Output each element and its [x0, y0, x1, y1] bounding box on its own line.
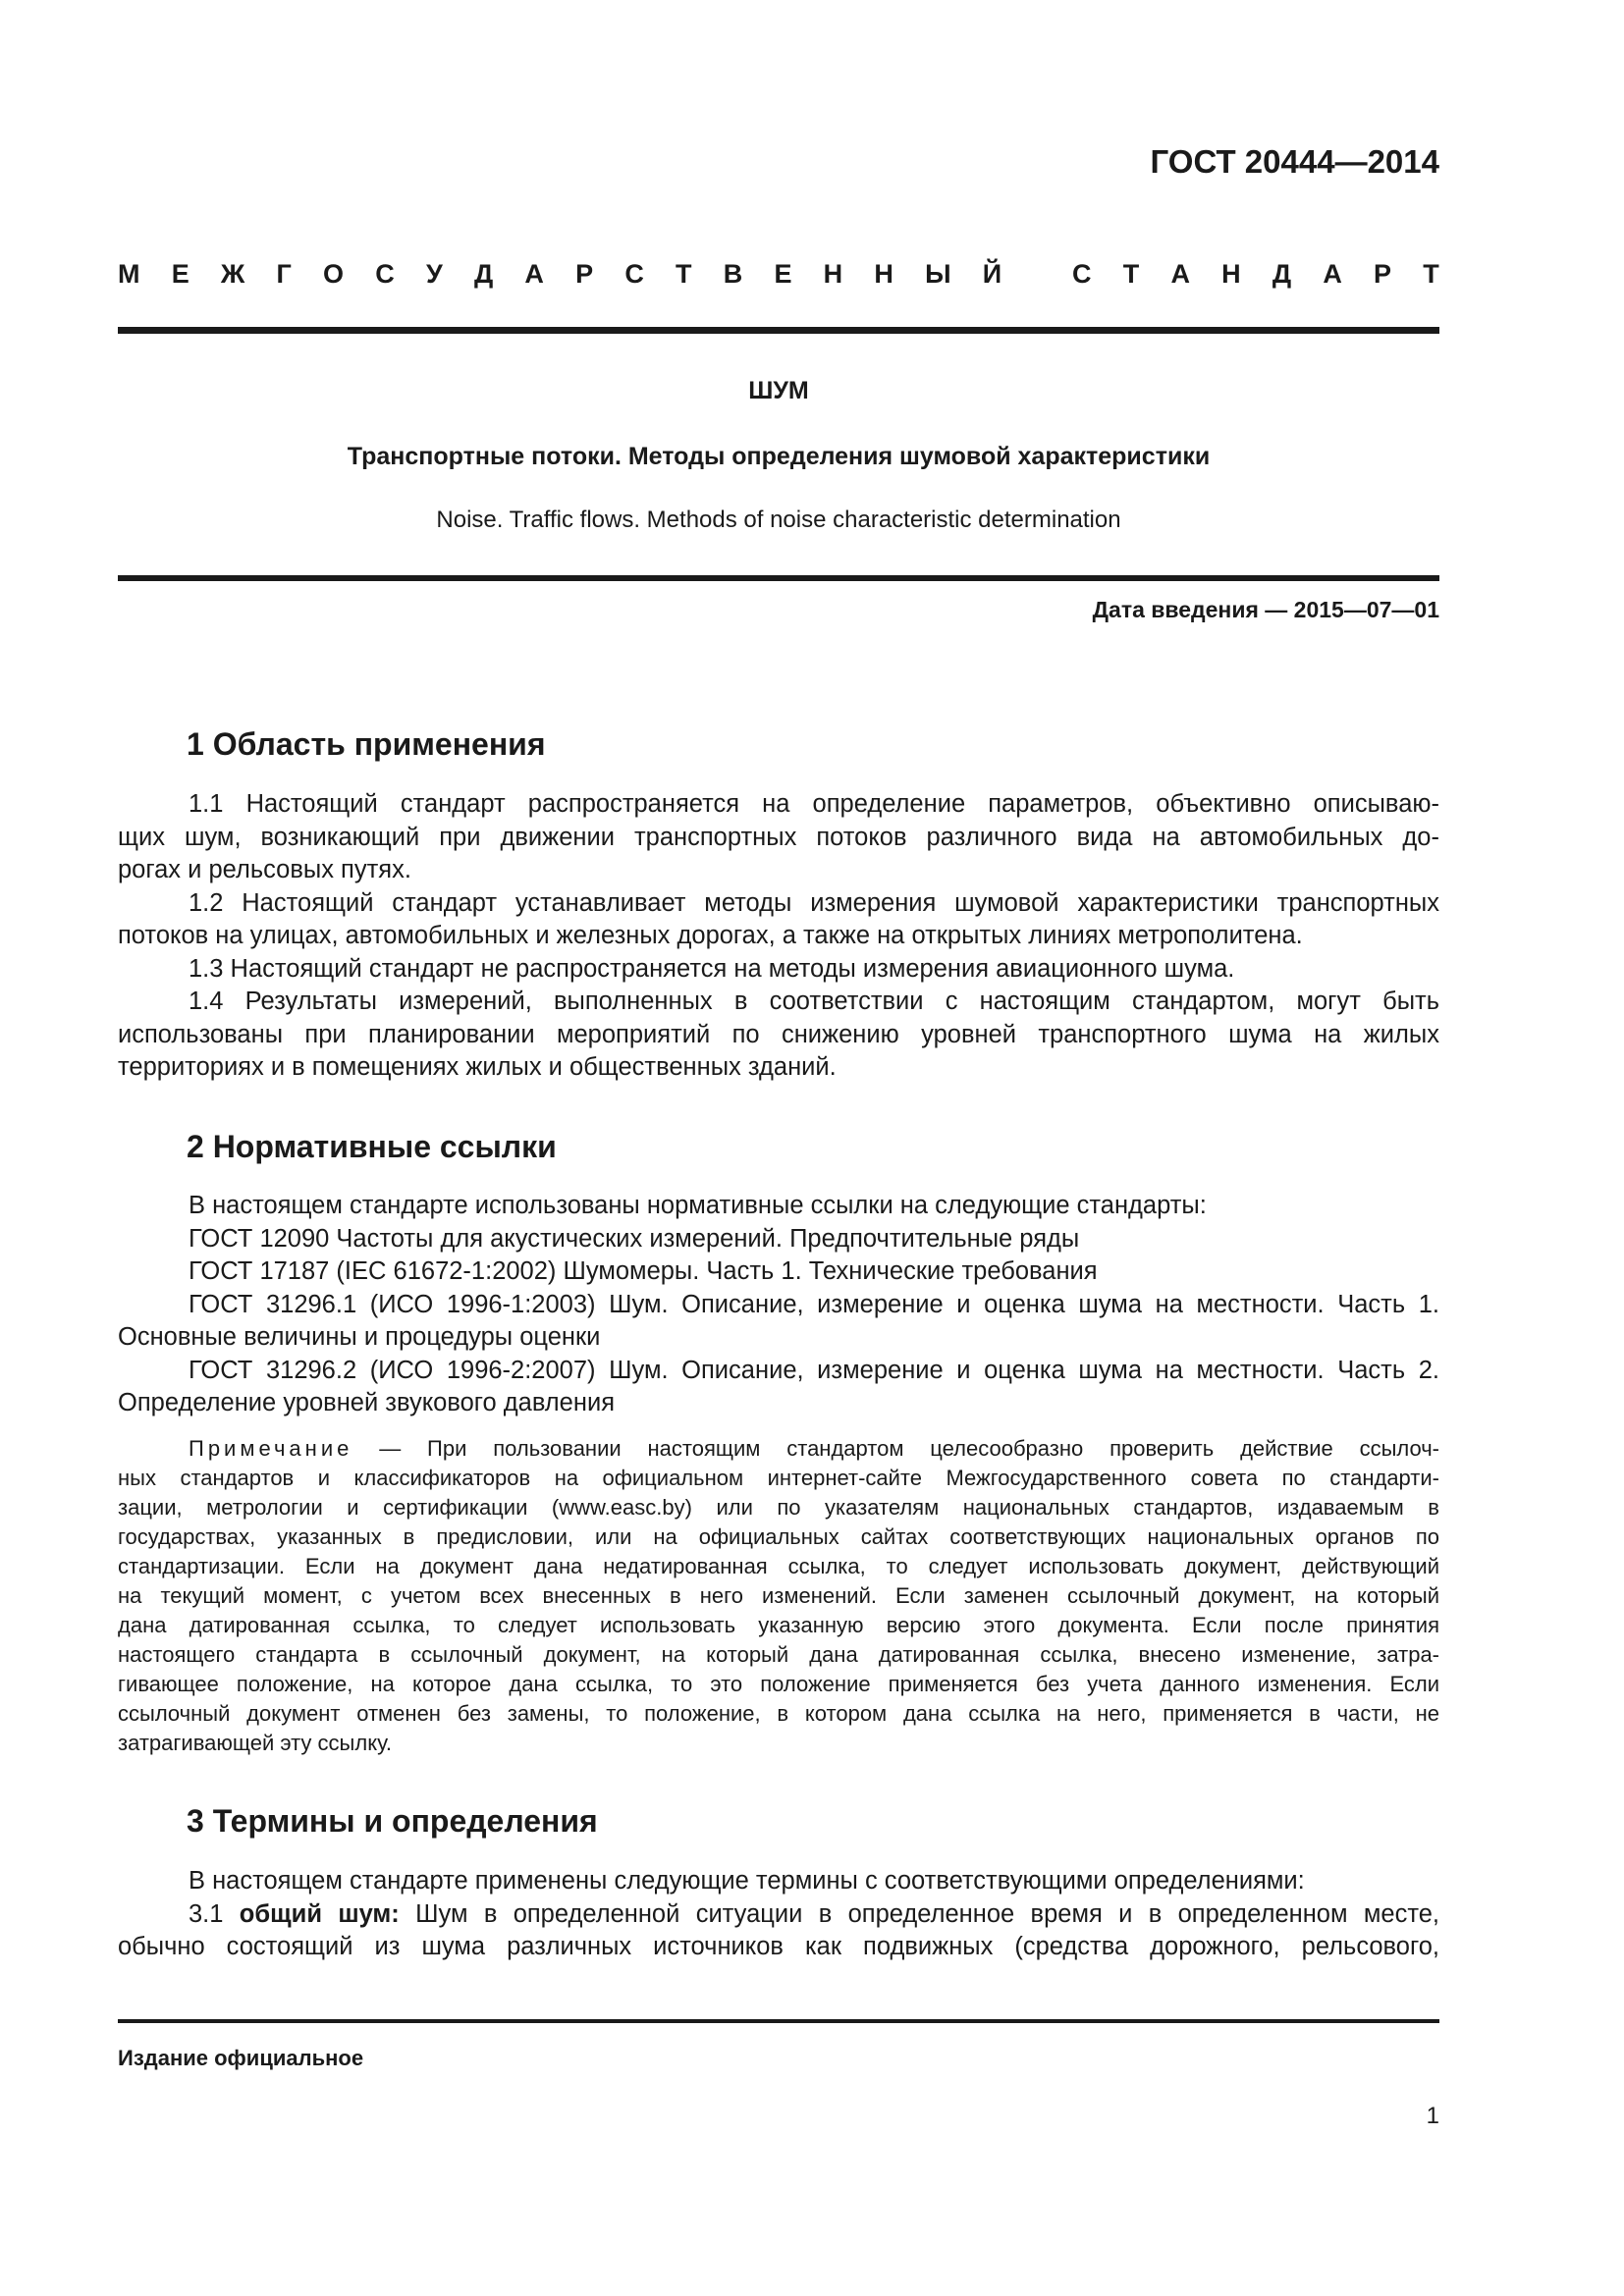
note-line: затрагивающей эту ссылку.: [118, 1731, 392, 1755]
header-rule: [118, 327, 1439, 334]
text-line: 1.1 Настоящий стандарт распространяется на определение параметров, объективно описываю-: [189, 790, 1439, 818]
section-3-body: [118, 1865, 1439, 1964]
note-line: настоящего стандарта в ссылочный документ, на который дана датированная ссылка, внесено изменение, затра-: [118, 1642, 1439, 1667]
text-line: 1.4 Результаты измерений, выполненных в соответствии с настоящим стандартом, могут быть: [189, 988, 1439, 1015]
page-number: 1: [1426, 2103, 1439, 2129]
banner-letter: А: [1170, 259, 1190, 289]
text-line: использованы при планировании мероприятий по снижению уровней транспортного шума на жилых: [118, 1020, 1439, 1048]
banner-letter: В: [723, 259, 743, 289]
term-name: общий шум:: [239, 1899, 400, 1928]
banner-letter: Ы: [925, 259, 951, 289]
banner-letter: Н: [1221, 259, 1241, 289]
banner-letter: Н: [874, 259, 893, 289]
text-line: Определение уровней звукового давления: [118, 1389, 616, 1416]
section-1-body: [118, 788, 1439, 1085]
note-line: стандартизации. Если на документ дана недатированная ссылка, то следует использовать документ, действующий: [118, 1554, 1439, 1578]
section-3-heading: 3 Термины и определения: [187, 1803, 598, 1839]
banner-letter: Т: [676, 259, 692, 289]
note-label: Примечание: [189, 1436, 353, 1461]
banner-letter: Г: [276, 259, 292, 289]
note-line: ссылочный документ отменен без замены, то положение, в котором дана ссылка на него, применяется в части, не: [118, 1701, 1439, 1726]
banner-letter: А: [524, 259, 544, 289]
note-line: Примечание — При пользовании настоящим стандартом целесообразно проверить действие ссылоч-: [189, 1436, 1439, 1461]
text-line: щих шум, возникающий при движении транспортных потоков различного вида на автомобильных до-: [118, 823, 1439, 851]
banner-letter: С: [375, 259, 395, 289]
text-line: В настоящем стандарте применены следующие термины с соответствующими определениями:: [189, 1867, 1305, 1895]
footer-rule: [118, 2019, 1439, 2023]
banner-letter: Ж: [220, 259, 245, 289]
section-2-note: [118, 1434, 1439, 1758]
banner-letter: Р: [1374, 259, 1392, 289]
note-line: ных стандартов и классификаторов на официальном интернет-сайте Межгосударственного совета по стандарти-: [118, 1466, 1439, 1490]
note-line: на текущий момент, с учетом всех внесенных в него изменений. Если заменен ссылочный документ, на который: [118, 1583, 1439, 1608]
banner-letter: Д: [1272, 259, 1292, 289]
banner-letter: [1033, 259, 1041, 290]
text-line: ГОСТ 12090 Частоты для акустических измерений. Предпочтительные ряды: [189, 1224, 1080, 1253]
banner-letter: С: [1072, 259, 1092, 289]
official-edition-label: Издание официальное: [118, 2046, 364, 2070]
note-line: дана датированная ссылка, то следует использовать указанную версию этого документа. Если после принятия: [118, 1613, 1439, 1637]
banner-letter: Й: [982, 259, 1002, 289]
banner-letter: Т: [1122, 259, 1140, 289]
text-line: рогах и рельсовых путях.: [118, 856, 411, 883]
text-line: Основные величины и процедуры оценки: [118, 1323, 601, 1351]
banner-letter: Е: [171, 259, 189, 289]
text-line: ГОСТ 17187 (IEC 61672-1:2002) Шумомеры. Часть 1. Технические требования: [189, 1257, 1098, 1285]
banner-letter: Е: [774, 259, 792, 289]
text-line: ГОСТ 31296.1 (ИСО 1996-1:2003) Шум. Описание, измерение и оценка шума на местности. Часть 1.: [189, 1290, 1439, 1318]
banner-letter: О: [323, 259, 345, 289]
text-line: 1.2 Настоящий стандарт устанавливает методы измерения шумовой характеристики транспортных: [189, 888, 1439, 917]
title-rule: [118, 575, 1439, 581]
banner-letter: У: [425, 259, 443, 289]
text-line: В настоящем стандарте использованы нормативные ссылки на следующие стандарты:: [189, 1192, 1207, 1219]
banner-letter: С: [624, 259, 644, 289]
banner-letter: Р: [575, 259, 594, 289]
document-subtitle: Транспортные потоки. Методы определения шумовой характеристики: [347, 443, 1211, 470]
note-line: зации, метрологии и сертификации (www.easc.by) или по указателям национальных стандартов, издаваемым в: [118, 1495, 1439, 1520]
section-1-heading: 1 Область применения: [187, 726, 546, 762]
banner-letter: Н: [823, 259, 843, 289]
text-line: территориях и в помещениях жилых и общественных зданий.: [118, 1053, 837, 1081]
text-line: ГОСТ 31296.2 (ИСО 1996-2:2007) Шум. Описание, измерение и оценка шума на местности. Часть 2.: [189, 1356, 1439, 1384]
section-2-heading: 2 Нормативные ссылки: [187, 1129, 557, 1164]
document-number: ГОСТ 20444—2014: [1150, 143, 1439, 180]
interstate-standard-banner: [118, 259, 1439, 290]
text-line: обычно состоящий из шума различных источников как подвижных (средства дорожного, рельсового,: [118, 1933, 1439, 1960]
document-title: ШУМ: [748, 377, 809, 404]
text-line: 1.3 Настоящий стандарт не распространяется на методы измерения авиационного шума.: [189, 954, 1235, 983]
banner-letter: Т: [1423, 259, 1439, 289]
section-2-body: [118, 1190, 1439, 1420]
note-line: государствах, указанных в предисловии, или на официальных сайтах соответствующих национальных органов по: [118, 1524, 1439, 1549]
banner-letter: А: [1323, 259, 1342, 289]
term-line: 3.1 общий шум: Шум в определенной ситуации в определенное время и в определенном месте,: [189, 1899, 1439, 1928]
introduction-date: Дата введения — 2015—07—01: [1092, 597, 1439, 622]
banner-letter: Д: [473, 259, 494, 289]
document-title-english: Noise. Traffic flows. Methods of noise characteristic determination: [436, 507, 1121, 533]
text-line: потоков на улицах, автомобильных и железных дорогах, а также на открытых линиях метрополитена.: [118, 922, 1303, 949]
banner-letter: М: [118, 259, 140, 289]
note-line: гивающее положение, на которое дана ссылка, то это положение применяется без учета данного изменения. Если: [118, 1672, 1439, 1696]
